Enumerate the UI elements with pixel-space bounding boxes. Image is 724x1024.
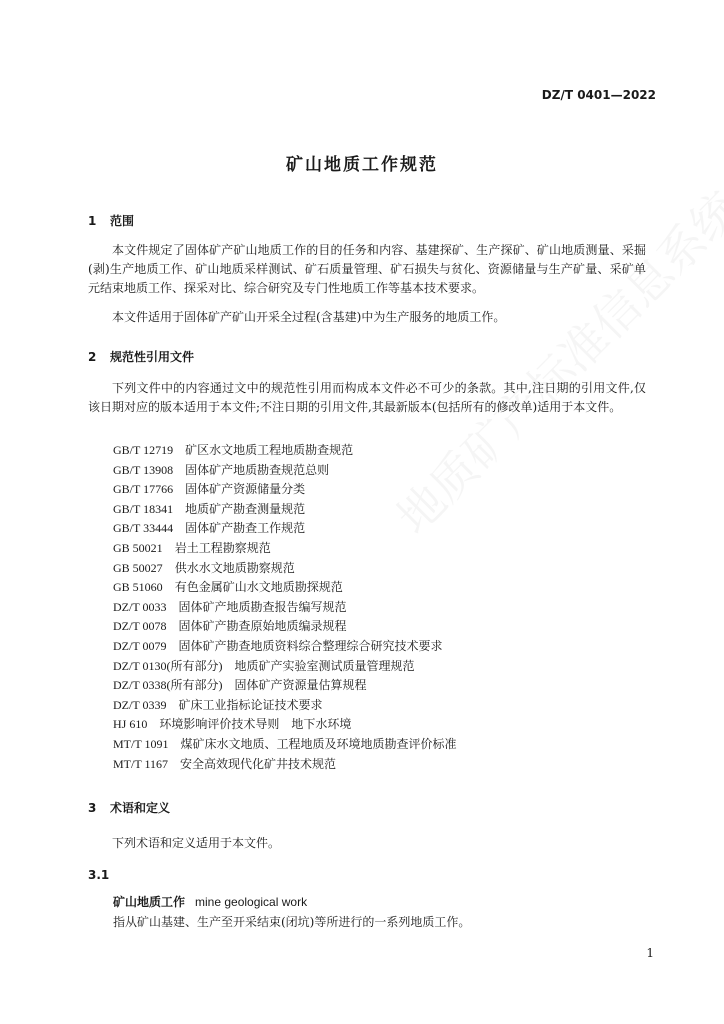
term-name-zh: 矿山地质工作	[113, 895, 186, 909]
reference-item: GB/T 17766 固体矿产资源储量分类	[113, 482, 306, 497]
term-definition: 指从矿山基建、生产至开采结束(闭坑)等所进行的一系列地质工作。	[113, 915, 471, 929]
section-heading-3	[88, 799, 170, 816]
section-title: 规范性引用文件	[110, 350, 195, 364]
page-number: 1	[646, 946, 654, 960]
scope-paragraph-1: 本文件规定了固体矿产矿山地质工作的目的任务和内容、基建探矿、生产探矿、矿山地质测量、采掘(剥)生产地质工作、矿山地质采样测试、矿石质量管理、矿石损失与贫化、资源储量与生产矿量、采矿单元结束地质工作、探采对比、综合研究及专门性地质工作等基本技术要求。	[88, 243, 646, 295]
reference-item: GB 50021 岩土工程勘察规范	[113, 540, 271, 555]
term-name-en: mine geological work	[195, 895, 308, 909]
scope-paragraph-2: 本文件适用于固体矿产矿山开采全过程(含基建)中为生产服务的地质工作。	[112, 310, 506, 324]
terms-intro: 下列术语和定义适用于本文件。	[112, 836, 281, 850]
reference-item: MT/T 1091 煤矿床水文地质、工程地质及环境地质勘查评价标准	[113, 736, 457, 751]
document-code: DZ/T 0401—2022	[541, 88, 656, 102]
term-heading	[113, 893, 307, 910]
reference-item: HJ 610 环境影响评价技术导则 地下水环境	[113, 717, 352, 732]
reference-item: GB 50027 供水水文地质勘察规范	[113, 560, 295, 575]
reference-list	[113, 441, 456, 774]
reference-item: MT/T 1167 安全高效现代化矿井技术规范	[113, 756, 337, 771]
reference-item: GB 51060 有色金属矿山水文地质勘探规范	[113, 580, 343, 595]
normative-references-intro: 下列文件中的内容通过文中的规范性引用而构成本文件必不可少的条款。其中,注日期的引用文件,仅该日期对应的版本适用于本文件;不注日期的引用文件,其最新版本(包括所有的修改单)适用于本文件。	[88, 381, 646, 414]
term-number: 3.1	[88, 868, 110, 882]
section-title: 范围	[110, 214, 135, 228]
reference-item: DZ/T 0078 固体矿产勘查原始地质编录规程	[113, 619, 347, 634]
reference-item: DZ/T 0339 矿床工业指标论证技术要求	[113, 697, 323, 712]
section-title: 术语和定义	[110, 801, 171, 815]
reference-item: GB/T 33444 固体矿产勘查工作规范	[113, 521, 306, 536]
section-number: 1	[88, 214, 97, 228]
page-title: 矿山地质工作规范	[286, 155, 438, 175]
section-number: 2	[88, 350, 97, 364]
reference-item: DZ/T 0338(所有部分) 固体矿产资源量估算规程	[113, 678, 367, 693]
reference-item: DZ/T 0130(所有部分) 地质矿产实验室测试质量管理规范	[113, 658, 415, 673]
section-heading-2	[88, 348, 194, 365]
reference-item: GB/T 12719 矿区水文地质工程地质勘查规范	[113, 443, 354, 457]
reference-item: GB/T 18341 地质矿产勘查测量规范	[113, 501, 306, 516]
reference-item: GB/T 13908 固体矿产地质勘查规范总则	[113, 462, 330, 477]
reference-item: DZ/T 0033 固体矿产地质勘查报告编写规范	[113, 599, 347, 614]
reference-item: DZ/T 0079 固体矿产勘查地质资料综合整理综合研究技术要求	[113, 638, 443, 653]
section-number: 3	[88, 801, 97, 815]
section-heading-1	[88, 212, 134, 229]
